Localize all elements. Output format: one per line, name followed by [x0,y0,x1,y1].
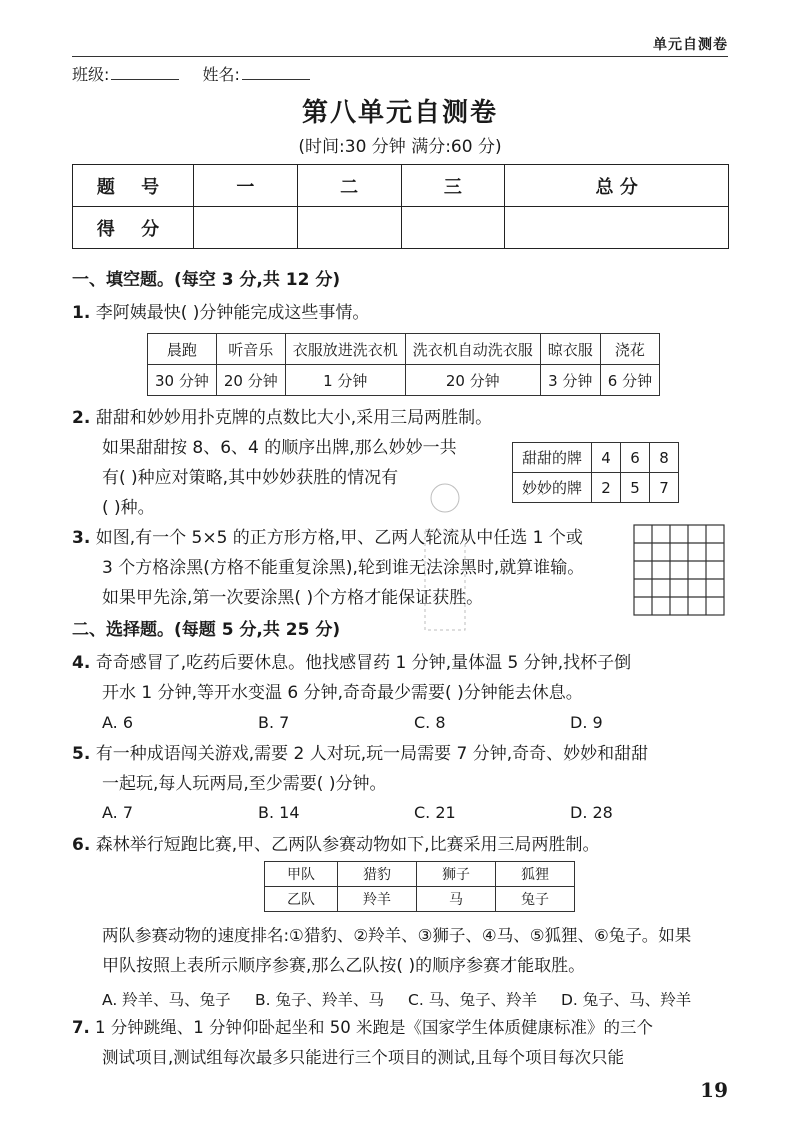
option: C. 8 [414,713,446,732]
table-row [265,862,575,887]
section-heading-1: 一、填空题。(每空 3 分,共 12 分) [72,270,341,290]
option: C. 21 [414,803,456,822]
question-3 [72,530,583,547]
table-cell: 兔子 [496,887,575,912]
score-blank-cell [194,207,298,249]
score-blank-cell [401,207,505,249]
table-cell: 3 分钟 [540,365,600,396]
table-cell: 2 [592,473,621,503]
table-cell: 狐狸 [496,862,575,887]
score-cell: 三 [401,165,505,207]
table-cell: 6 分钟 [600,365,659,396]
q4-options [102,713,726,732]
option: C. 马、兔子、羚羊 [408,991,538,1009]
five-by-five-grid [633,524,725,616]
option: B. 兔子、羚羊、马 [255,991,384,1009]
question-6 [72,837,600,854]
option: D. 28 [570,803,613,822]
table-row [148,365,660,396]
table-cell: 浇花 [600,334,659,365]
question-text: 李阿姨最快( )分钟能完成这些事情。 [95,303,370,323]
question-text: 如果甜甜按 8、6、4 的顺序出牌,那么妙妙一共 [102,438,457,458]
table-cell: 5 [621,473,650,503]
question-text: 3 个方格涂黑(方格不能重复涂黑),轮到谁无法涂黑时,就算谁输。 [102,558,585,578]
score-cell: 题 号 [73,165,194,207]
option: D. 9 [570,713,603,732]
question-text: 开水 1 分钟,等开水变温 6 分钟,奇奇最少需要( )分钟能去休息。 [102,683,583,703]
q2-card-table [512,442,679,503]
table-cell: 甲队 [265,862,338,887]
page-number: 19 [700,1078,728,1102]
option: B. 14 [258,803,300,822]
question-7 [72,1020,653,1037]
table-cell: 马 [417,887,496,912]
table-cell: 羚羊 [338,887,417,912]
score-table-row [73,165,729,207]
question-number: 6. [72,835,91,855]
student-info [72,62,328,85]
table-cell: 1 分钟 [285,365,405,396]
option: A. 6 [102,713,134,732]
table-cell: 甜甜的牌 [513,443,592,473]
header-rule [72,56,728,57]
table-cell: 6 [621,443,650,473]
question-4 [72,655,631,672]
option: B. 7 [258,713,290,732]
table-cell: 20 分钟 [405,365,540,396]
question-text: 两队参赛动物的速度排名:①猎豹、②羚羊、③狮子、④马、⑤狐狸、⑥兔子。如果 [102,926,692,945]
table-cell: 30 分钟 [148,365,217,396]
score-cell: 得 分 [73,207,194,249]
class-blank [111,67,179,80]
table-cell: 妙妙的牌 [513,473,592,503]
class-label: 班级: [72,65,110,84]
question-number: 3. [72,528,91,548]
q6-table [264,861,575,912]
option: A. 羚羊、马、兔子 [102,991,231,1009]
question-text: 一起玩,每人玩两局,至少需要( )分钟。 [102,774,387,794]
score-table-row [73,207,729,249]
section-heading-2: 二、选择题。(每题 5 分,共 25 分) [72,620,341,640]
question-number: 2. [72,408,91,428]
score-cell: 一 [194,165,298,207]
table-cell: 狮子 [417,862,496,887]
q5-options [102,803,726,822]
name-blank [242,67,310,80]
table-cell: 洗衣机自动洗衣服 [405,334,540,365]
page-title: 第八单元自测卷 [301,98,498,128]
table-row [513,473,679,503]
q1-table [147,333,660,396]
question-text: 如果甲先涂,第一次要涂黑( )个方格才能保证获胜。 [102,588,484,608]
question-text: 奇奇感冒了,吃药后要休息。他找感冒药 1 分钟,量体温 5 分钟,找杯子倒 [95,653,632,673]
score-cell: 二 [297,165,401,207]
question-text: 甜甜和妙妙用扑克牌的点数比大小,采用三局两胜制。 [95,408,493,428]
score-table [72,164,729,249]
question-text: 甲队按照上表所示顺序参赛,那么乙队按( )的顺序参赛才能取胜。 [102,956,586,976]
question-2 [72,410,492,427]
table-cell: 晾衣服 [540,334,600,365]
question-text: 有一种成语闯关游戏,需要 2 人对玩,玩一局需要 7 分钟,奇奇、妙妙和甜甜 [95,744,649,764]
question-text: 测试项目,测试组每次最多只能进行三个项目的测试,且每个项目每次只能 [102,1048,624,1067]
table-row [265,887,575,912]
table-cell: 衣服放进洗衣机 [285,334,405,365]
table-cell: 乙队 [265,887,338,912]
score-cell: 总 分 [505,165,729,207]
table-row [513,443,679,473]
table-cell: 晨跑 [148,334,217,365]
name-label: 姓名: [202,65,240,84]
option: A. 7 [102,803,134,822]
question-text: ( )种。 [102,498,155,518]
option: D. 兔子、马、羚羊 [561,991,692,1009]
question-text: 1 分钟跳绳、1 分钟仰卧起坐和 50 米跑是《国家学生体质健康标准》的三个 [95,1018,653,1037]
table-row [148,334,660,365]
table-cell: 20 分钟 [216,365,285,396]
question-number: 5. [72,744,91,764]
table-cell: 4 [592,443,621,473]
question-5 [72,746,648,763]
table-cell: 7 [650,473,679,503]
question-text: 有( )种应对策略,其中妙妙获胜的情况有 [102,468,399,488]
question-number: 4. [72,653,91,673]
q6-options [102,988,711,1010]
question-number: 1. [72,303,91,323]
table-cell: 8 [650,443,679,473]
score-blank-cell [505,207,729,249]
question-text: 如图,有一个 5×5 的正方形方格,甲、乙两人轮流从中任选 1 个或 [95,528,583,548]
question-text: 森林举行短跑比赛,甲、乙两队参赛动物如下,比赛采用三局两胜制。 [95,835,600,855]
table-cell: 听音乐 [216,334,285,365]
question-number: 7. [72,1018,90,1037]
watermark-stamp [395,470,495,650]
question-1 [72,305,369,322]
score-blank-cell [297,207,401,249]
page-subtitle: (时间:30 分钟 满分:60 分) [298,137,502,157]
table-cell: 猎豹 [338,862,417,887]
corner-label: 单元自测卷 [653,37,728,53]
